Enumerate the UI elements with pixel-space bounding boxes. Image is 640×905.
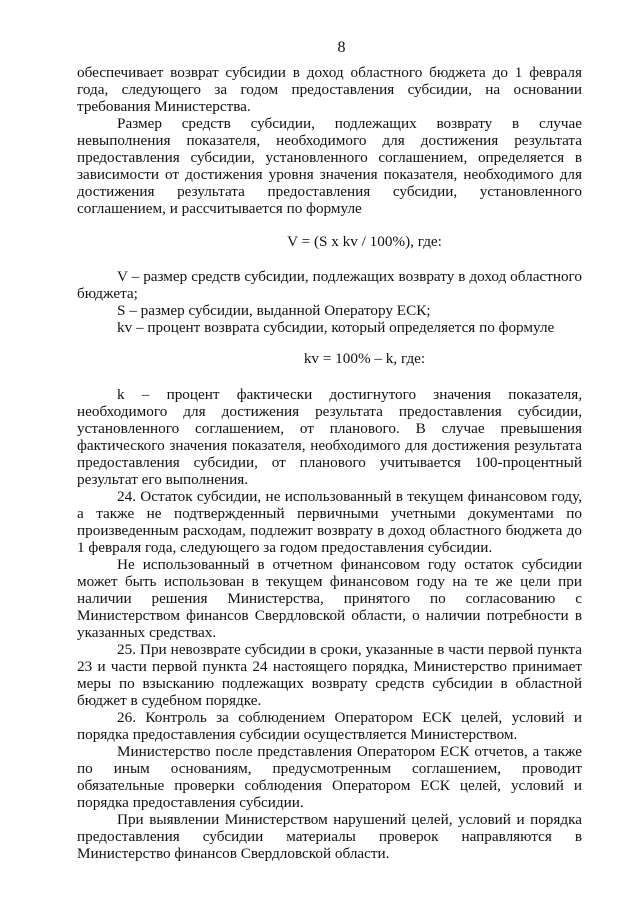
paragraph-refund-size: Размер средств субсидии, подлежащих возврату в случае невыполнения показателя, необходимого для достижения результата предоставления субсидии, установленного соглашением, определяется в зависимости от достижения уровня значения показателя, необходимого для достижения результата предоставления субсидии, установленного соглашением, и рассчитывается по формуле bbox=[77, 115, 582, 217]
formula-kv: kv = 100% – k, где: bbox=[303, 350, 426, 367]
paragraph-violations: При выявлении Министерством нарушений целей, условий и порядка предоставления субсидии материалы проверок направляются в Министерство финансов Свердловской области. bbox=[77, 811, 582, 862]
paragraph-item-25: 25. При невозврате субсидии в сроки, указанные в части первой пункта 23 и части первой пункта 24 настоящего порядка, Министерство принимает меры по взысканию подлежащих возврату средств субсидии в областной бюджет в судебном порядке. bbox=[77, 641, 582, 709]
paragraph-item-26: 26. Контроль за соблюдением Оператором ЕСК целей, условий и порядка предоставления субсидии осуществляется Министерством. bbox=[77, 709, 582, 743]
definition-s: S – размер субсидии, выданной Оператору ЕСК; bbox=[117, 302, 431, 319]
definition-v: V – размер средств субсидии, подлежащих возврату в доход областного бюджета; bbox=[77, 268, 582, 302]
document-page bbox=[77, 38, 582, 862]
formula-v: V = (S x kv / 100%), где: bbox=[287, 233, 442, 250]
page-number: 8 bbox=[337, 39, 346, 56]
definition-kv: kv – процент возврата субсидии, который определяется по формуле bbox=[117, 319, 555, 336]
paragraph-inspections: Министерство после представления Оператором ЕСК отчетов, а также по иным основаниям, предусмотренным соглашением, проводит обязательные проверки соблюдения Оператором ЕСК целей, условий и порядка предоставления субсидии. bbox=[77, 743, 582, 811]
paragraph-item-24: 24. Остаток субсидии, не использованный в текущем финансовом году, а также не подтвержденный первичными учетными документами по произведенным расходам, подлежит возврату в доход областного бюджета до 1 февраля года, следующего за годом предоставления субсидии. bbox=[77, 488, 582, 556]
paragraph-unused-balance: Не использованный в отчетном финансовом году остаток субсидии может быть использован в текущем финансовом году на те же цели при наличии решения Министерства, принятого по согласованию с Министерством финансов Свердловской области, о наличии потребности в указанных средствах. bbox=[77, 556, 582, 641]
definition-k: k – процент фактически достигнутого значения показателя, необходимого для достижения результата предоставления субсидии, установленного соглашением, от планового. В случае превышения фактического значения показателя, необходимого для достижения результата предоставления субсидии, от планового учитывается 100-процентный результат его выполнения. bbox=[77, 386, 582, 488]
paragraph-continuation: обеспечивает возврат субсидии в доход областного бюджета до 1 февраля года, следующего за годом предоставления субсидии, на основании требования Министерства. bbox=[77, 64, 582, 115]
